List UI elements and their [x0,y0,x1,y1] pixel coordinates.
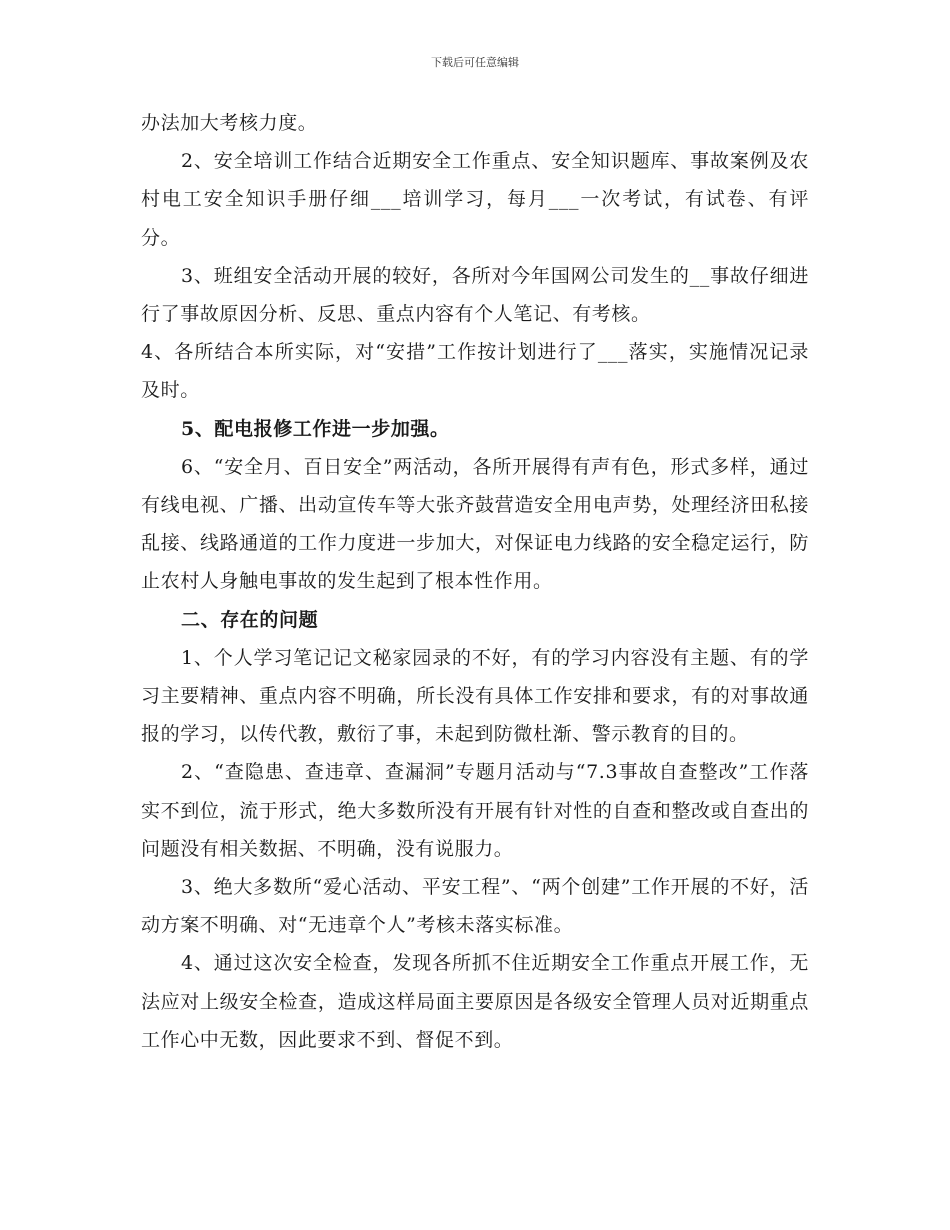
paragraph-6: 6、“安全月、百日安全”两活动，各所开展得有声有色，形式多样，通过有线电视、广播、出动宣传车等大张齐鼓营造安全用电声势，处理经济田私接乱接、线路通道的工作力度进一步加大，对保证电力线路的安全稳定运行，防止农村人身触电事故的发生起到了根本性作用。 [141,455,809,593]
document-body [141,104,809,1059]
paragraph-8: 1、个人学习笔记记文秘家园录的不好，有的学习内容没有主题、有的学习主要精神、重点内容不明确，所长没有具体工作安排和要求，有的对事故通报的学习，以传代教，敷衍了事，未起到防微杜渐、警示教育的目的。 [141,646,809,746]
paragraph-10: 3、绝大多数所“爱心活动、平安工程”、“两个创建”工作开展的不好，活动方案不明确、对“无违章个人”考核未落实标准。 [141,876,809,937]
paragraph-1: 办法加大考核力度。 [141,112,318,134]
paragraph-2: 2、安全培训工作结合近期安全工作重点、安全知识题库、事故案例及农村电工安全知识手册仔细___培训学习，每月___一次考试，有试卷、有评分。 [141,150,809,249]
paragraph-4: 4、各所结合本所实际，对“安措”工作按计划进行了___落实，实施情况记录及时。 [141,341,809,402]
section-heading-problems: 二、存在的问题 [181,608,319,631]
paragraph-11: 4、通过这次安全检查，发现各所抓不住近期安全工作重点开展工作，无法应对上级安全检查，造成这样局面主要原因是各级安全管理人员对近期重点工作心中无数，因此要求不到、督促不到。 [141,952,809,1051]
section-heading-repair: 5、配电报修工作进一步加强。 [181,417,450,440]
page-header: 下载后可任意编辑 [431,56,519,69]
paragraph-3: 3、班组安全活动开展的较好，各所对今年国网公司发生的__事故仔细进行了事故原因分析、反思、重点内容有个人笔记、有考核。 [141,264,809,326]
paragraph-9: 2、“查隐患、查违章、查漏洞”专题月活动与“7.3事故自查整改”工作落实不到位，流于形式，绝大多数所没有开展有针对性的自查和整改或自查出的问题没有相关数据、不明确，没有说服力。 [141,761,809,860]
